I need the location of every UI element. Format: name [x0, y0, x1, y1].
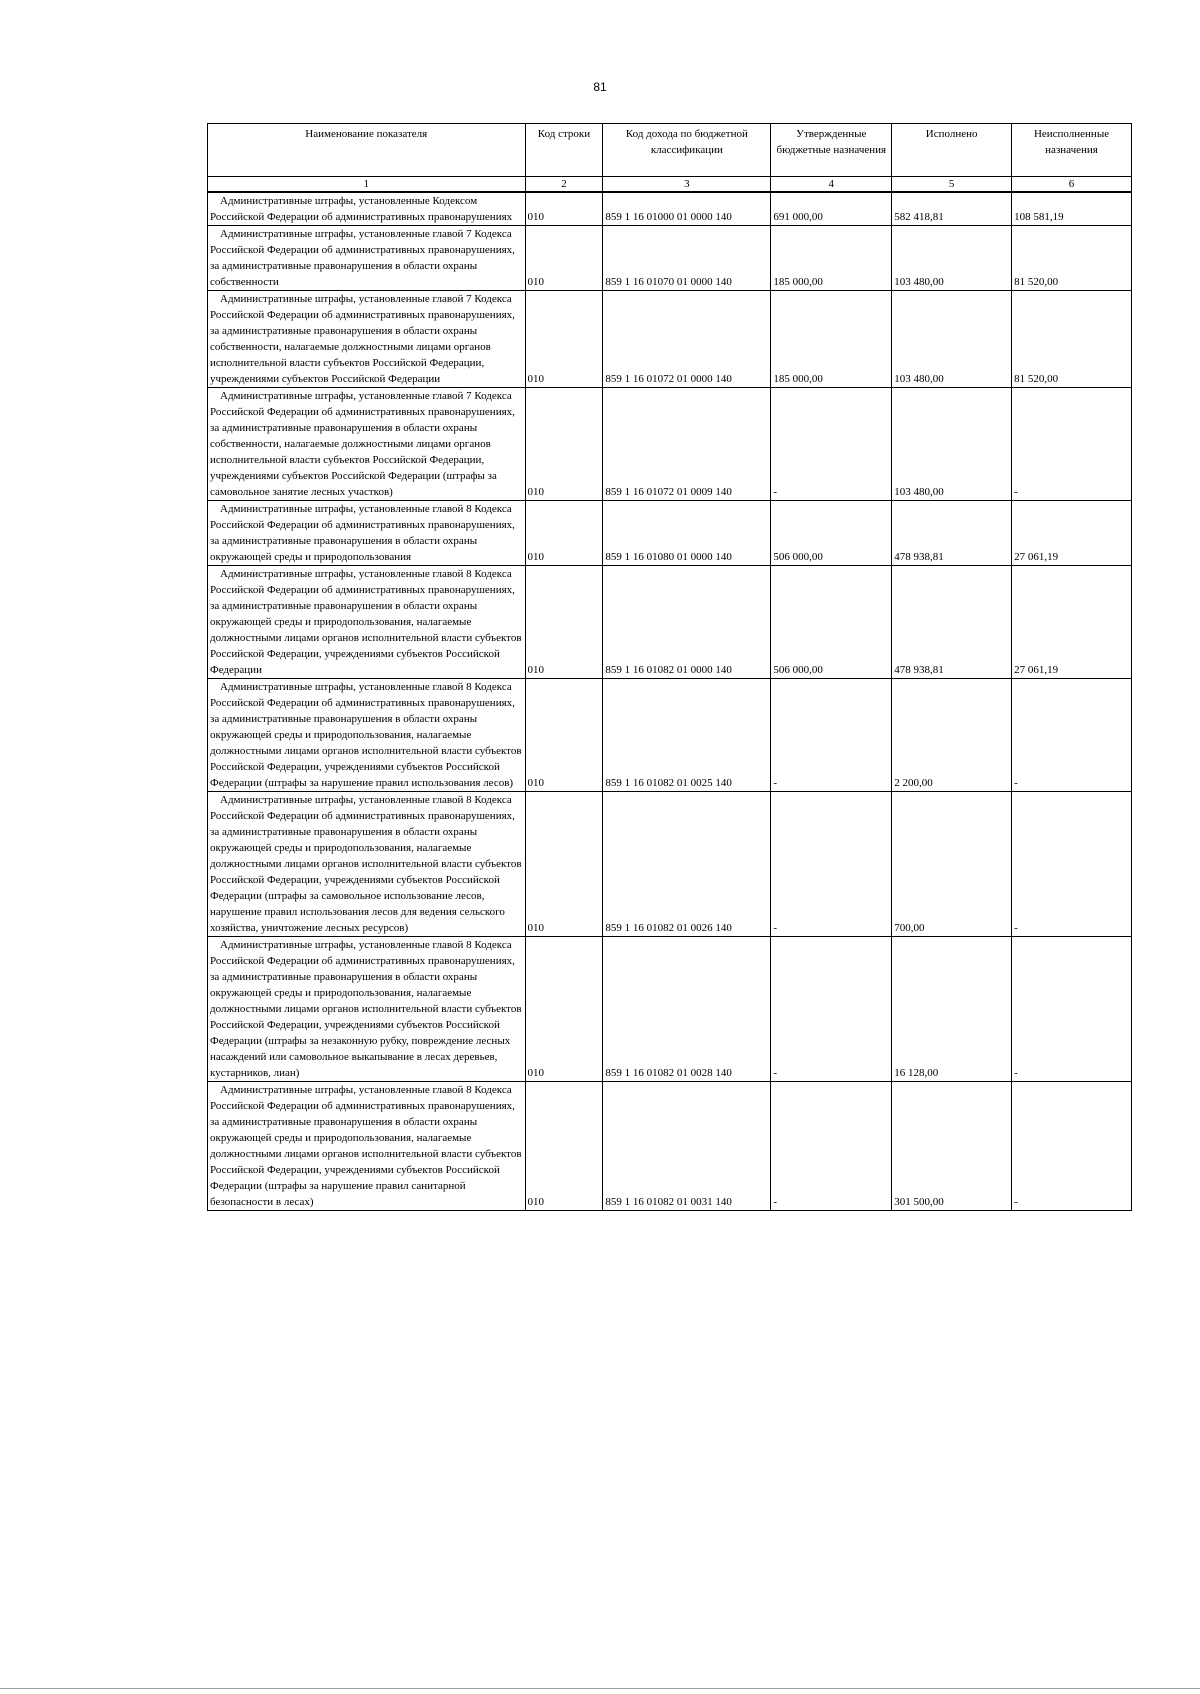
row-name-cell: Административные штрафы, установленные главой 8 Кодекса Российской Федерации об административных правонарушениях, за административные правонарушения в области охраны окружающей среды и природопользования, налагаемые должностными лицами органов исполнительной власти субъектов Российской Федерации, учреждениями субъектов Российской Федерации	[208, 566, 526, 679]
row-approved-cell: 691 000,00	[771, 192, 892, 226]
column-number: 6	[1012, 177, 1132, 193]
column-number: 1	[208, 177, 526, 193]
header-unexecuted: Неисполненные назначения	[1012, 124, 1132, 177]
table-row	[208, 1082, 1132, 1211]
row-unexecuted-cell: -	[1012, 388, 1132, 501]
row-unexecuted-cell: 81 520,00	[1012, 291, 1132, 388]
table-row	[208, 566, 1132, 679]
row-income-code-cell: 859 1 16 01082 01 0025 140	[603, 679, 771, 792]
row-approved-cell: 185 000,00	[771, 291, 892, 388]
row-name-cell: Административные штрафы, установленные главой 7 Кодекса Российской Федерации об административных правонарушениях, за административные правонарушения в области охраны собственности, налагаемые должностными лицами органов исполнительной власти субъектов Российской Федерации, учреждениями субъектов Российской Федерации	[208, 291, 526, 388]
row-line-code-cell: 010	[525, 679, 603, 792]
column-number: 3	[603, 177, 771, 193]
row-executed-cell: 2 200,00	[892, 679, 1012, 792]
header-code-line: Код строки	[525, 124, 603, 177]
row-unexecuted-cell: -	[1012, 937, 1132, 1082]
row-line-code-cell: 010	[525, 937, 603, 1082]
row-line-code-cell: 010	[525, 501, 603, 566]
row-unexecuted-cell: 27 061,19	[1012, 501, 1132, 566]
row-unexecuted-cell: -	[1012, 792, 1132, 937]
row-unexecuted-cell: 81 520,00	[1012, 226, 1132, 291]
row-name-cell: Административные штрафы, установленные главой 8 Кодекса Российской Федерации об административных правонарушениях, за административные правонарушения в области охраны окружающей среды и природопользования, налагаемые должностными лицами органов исполнительной власти субъектов Российской Федерации, учреждениями субъектов Российской Федерации (штрафы за нарушение правил использования лесов)	[208, 679, 526, 792]
table-body	[208, 192, 1132, 1211]
scan-edge-line	[0, 1688, 1200, 1689]
header-name: Наименование показателя	[208, 124, 526, 177]
row-executed-cell: 301 500,00	[892, 1082, 1012, 1211]
row-unexecuted-cell: 108 581,19	[1012, 192, 1132, 226]
row-name-cell: Административные штрафы, установленные главой 8 Кодекса Российской Федерации об административных правонарушениях, за административные правонарушения в области охраны окружающей среды и природопользования, налагаемые должностными лицами органов исполнительной власти субъектов Российской Федерации, учреждениями субъектов Российской Федерации (штрафы за нарушение правил санитарной безопасности в лесах)	[208, 1082, 526, 1211]
row-executed-cell: 478 938,81	[892, 501, 1012, 566]
row-name-cell: Административные штрафы, установленные главой 8 Кодекса Российской Федерации об административных правонарушениях, за административные правонарушения в области охраны окружающей среды и природопользования, налагаемые должностными лицами органов исполнительной власти субъектов Российской Федерации, учреждениями субъектов Российской Федерации (штрафы за незаконную рубку, повреждение лесных насаждений или самовольное выкапывание в лесах деревьев, кустарников, лиан)	[208, 937, 526, 1082]
row-line-code-cell: 010	[525, 1082, 603, 1211]
row-unexecuted-cell: 27 061,19	[1012, 566, 1132, 679]
row-approved-cell: 506 000,00	[771, 501, 892, 566]
row-line-code-cell: 010	[525, 226, 603, 291]
row-approved-cell: -	[771, 679, 892, 792]
row-approved-cell: -	[771, 1082, 892, 1211]
table-row	[208, 679, 1132, 792]
row-executed-cell: 582 418,81	[892, 192, 1012, 226]
header-income-code: Код дохода по бюджетной классификации	[603, 124, 771, 177]
row-executed-cell: 103 480,00	[892, 291, 1012, 388]
row-income-code-cell: 859 1 16 01080 01 0000 140	[603, 501, 771, 566]
row-income-code-cell: 859 1 16 01072 01 0009 140	[603, 388, 771, 501]
row-approved-cell: 506 000,00	[771, 566, 892, 679]
row-executed-cell: 478 938,81	[892, 566, 1012, 679]
row-name-cell: Административные штрафы, установленные главой 8 Кодекса Российской Федерации об административных правонарушениях, за административные правонарушения в области охраны окружающей среды и природопользования	[208, 501, 526, 566]
table-row	[208, 792, 1132, 937]
row-income-code-cell: 859 1 16 01000 01 0000 140	[603, 192, 771, 226]
header-approved: Утвержденные бюджетные назначения	[771, 124, 892, 177]
table-row	[208, 937, 1132, 1082]
row-line-code-cell: 010	[525, 566, 603, 679]
row-income-code-cell: 859 1 16 01082 01 0026 140	[603, 792, 771, 937]
row-approved-cell: -	[771, 937, 892, 1082]
row-unexecuted-cell: -	[1012, 1082, 1132, 1211]
column-number: 4	[771, 177, 892, 193]
column-number-row	[208, 177, 1132, 193]
table-row	[208, 291, 1132, 388]
row-approved-cell: -	[771, 388, 892, 501]
header-executed: Исполнено	[892, 124, 1012, 177]
row-name-cell: Административные штрафы, установленные главой 7 Кодекса Российской Федерации об административных правонарушениях, за административные правонарушения в области охраны собственности	[208, 226, 526, 291]
table-header-row	[208, 124, 1132, 177]
table-row	[208, 388, 1132, 501]
row-name-cell: Административные штрафы, установленные главой 7 Кодекса Российской Федерации об административных правонарушениях, за административные правонарушения в области охраны собственности, налагаемые должностными лицами органов исполнительной власти субъектов Российской Федерации, учреждениями субъектов Российской Федерации (штрафы за самовольное занятие лесных участков)	[208, 388, 526, 501]
row-name-cell: Административные штрафы, установленные Кодексом Российской Федерации об административных правонарушениях	[208, 192, 526, 226]
row-line-code-cell: 010	[525, 792, 603, 937]
row-income-code-cell: 859 1 16 01072 01 0000 140	[603, 291, 771, 388]
page-number: 81	[593, 80, 607, 94]
column-number: 5	[892, 177, 1012, 193]
row-name-cell: Административные штрафы, установленные главой 8 Кодекса Российской Федерации об административных правонарушениях, за административные правонарушения в области охраны окружающей среды и природопользования, налагаемые должностными лицами органов исполнительной власти субъектов Российской Федерации, учреждениями субъектов Российской Федерации (штрафы за самовольное использование лесов, нарушение правил использования лесов для ведения сельского хозяйства, уничтожение лесных ресурсов)	[208, 792, 526, 937]
row-executed-cell: 700,00	[892, 792, 1012, 937]
row-income-code-cell: 859 1 16 01082 01 0028 140	[603, 937, 771, 1082]
table-row	[208, 226, 1132, 291]
column-number: 2	[525, 177, 603, 193]
row-executed-cell: 16 128,00	[892, 937, 1012, 1082]
row-unexecuted-cell: -	[1012, 679, 1132, 792]
row-executed-cell: 103 480,00	[892, 226, 1012, 291]
table-row	[208, 501, 1132, 566]
budget-income-table	[207, 123, 1132, 1211]
table-row	[208, 192, 1132, 226]
row-income-code-cell: 859 1 16 01070 01 0000 140	[603, 226, 771, 291]
row-line-code-cell: 010	[525, 291, 603, 388]
row-approved-cell: -	[771, 792, 892, 937]
row-income-code-cell: 859 1 16 01082 01 0000 140	[603, 566, 771, 679]
row-line-code-cell: 010	[525, 388, 603, 501]
row-income-code-cell: 859 1 16 01082 01 0031 140	[603, 1082, 771, 1211]
row-executed-cell: 103 480,00	[892, 388, 1012, 501]
row-approved-cell: 185 000,00	[771, 226, 892, 291]
row-line-code-cell: 010	[525, 192, 603, 226]
